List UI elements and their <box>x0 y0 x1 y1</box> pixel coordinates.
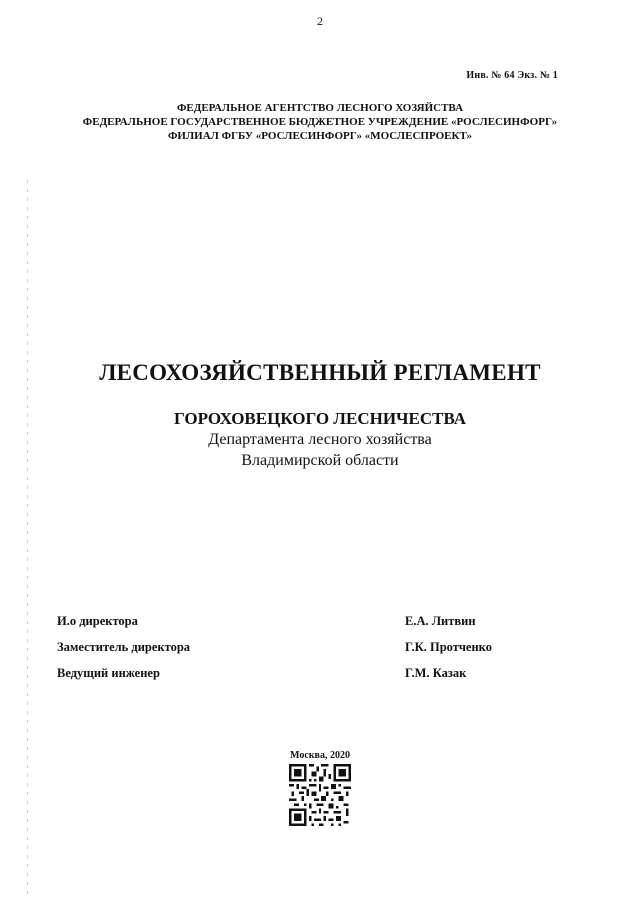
organization-header <box>0 101 640 143</box>
subtitle-department: Департамента лесного хозяйства <box>208 431 432 448</box>
signatory-role: Ведущий инженер <box>57 666 160 680</box>
document-title: ЛЕСОХОЗЯЙСТВЕННЫЙ РЕГЛАМЕНТ <box>99 360 541 385</box>
document-subtitle <box>0 408 640 471</box>
signatory-role: И.о директора <box>57 614 138 628</box>
org-line-branch: ФИЛИАЛ ФГБУ «РОСЛЕСИНФОРГ» «МОСЛЕСПРОЕКТ» <box>167 130 473 142</box>
signatory-row <box>57 640 517 666</box>
org-line-institution: ФЕДЕРАЛЬНОЕ ГОСУДАРСТВЕННОЕ БЮДЖЕТНОЕ УЧРЕЖДЕНИЕ «РОСЛЕСИНФОРГ» <box>82 116 558 128</box>
city-year: Москва, 2020 <box>290 750 350 761</box>
subtitle-forestry: ГОРОХОВЕЦКОГО ЛЕСНИЧЕСТВА <box>173 409 467 428</box>
signatory-name: Е.А. Литвин <box>405 614 476 628</box>
page-number: 2 <box>317 14 323 28</box>
footer <box>0 750 640 831</box>
signatory-row <box>57 666 517 692</box>
inventory-number: Инв. № 64 Экз. № 1 <box>466 70 558 81</box>
subtitle-region: Владимирской области <box>241 452 399 469</box>
signatory-name: Г.К. Протченко <box>405 640 492 654</box>
signatories-block <box>57 614 517 692</box>
org-line-agency: ФЕДЕРАЛЬНОЕ АГЕНТСТВО ЛЕСНОГО ХОЗЯЙСТВА <box>176 102 464 114</box>
signatory-role: Заместитель директора <box>57 640 191 654</box>
signatory-name: Г.М. Казак <box>405 666 467 680</box>
qr-code-icon <box>289 764 351 826</box>
signatory-row <box>57 614 517 640</box>
